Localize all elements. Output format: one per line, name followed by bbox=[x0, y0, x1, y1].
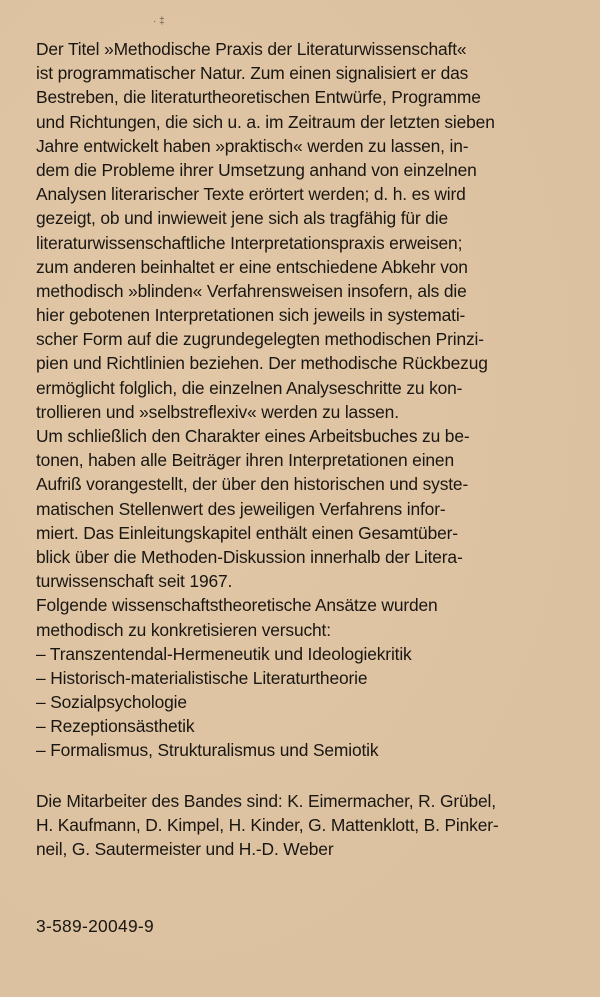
contributors-line: H. Kaufmann, D. Kimpel, H. Kinder, G. Mattenklott, B. Pinker- bbox=[36, 815, 499, 836]
blurb-line: Aufriß vorangestellt, der über den historischen und syste- bbox=[36, 474, 469, 495]
blurb-text bbox=[36, 37, 581, 763]
blurb-line: methodisch »blinden« Verfahrensweisen insofern, als die bbox=[36, 280, 467, 301]
contributors-line: neil, G. Sautermeister und H.-D. Weber bbox=[36, 839, 334, 860]
blurb-line: trollieren und »selbstreflexiv« werden zu lassen. bbox=[36, 401, 399, 422]
blurb-line: dem die Probleme ihrer Umsetzung anhand von einzelnen bbox=[36, 159, 477, 180]
blurb-line: ermöglicht folglich, die einzelnen Analyseschritte zu kon- bbox=[36, 377, 463, 398]
blurb-line: Der Titel »Methodische Praxis der Literaturwissenschaft« bbox=[36, 39, 467, 59]
blurb-line: scher Form auf die zugrundegelegten methodischen Prinzi- bbox=[36, 329, 484, 350]
blurb-line: Um schließlich den Charakter eines Arbeitsbuches zu be- bbox=[36, 426, 470, 446]
approach-list-item: – Sozialpsychologie bbox=[36, 692, 187, 713]
blurb-line: Analysen literarischer Texte erörtert werden; d. h. es wird bbox=[36, 184, 466, 205]
blurb-line: miert. Das Einleitungskapitel enthält einen Gesamtüber- bbox=[36, 522, 458, 543]
blurb-line: hier gebotenen Interpretationen sich jeweils in systemati- bbox=[36, 305, 466, 326]
blurb-line: matischen Stellenwert des jeweiligen Verfahrens infor- bbox=[36, 498, 446, 519]
blurb-line: blick über die Methoden-Diskussion innerhalb der Litera- bbox=[36, 546, 463, 567]
blurb-line: tonen, haben alle Beiträger ihren Interpretationen einen bbox=[36, 450, 454, 471]
contributors-text bbox=[36, 789, 581, 862]
blurb-line: methodisch zu konkretisieren versucht: bbox=[36, 619, 331, 640]
approach-list-item: – Formalismus, Strukturalismus und Semiotik bbox=[36, 740, 379, 761]
blurb-line: Jahre entwickelt haben »praktisch« werden zu lassen, in- bbox=[36, 135, 469, 156]
approach-list-item: – Rezeptionsästhetik bbox=[36, 716, 195, 737]
contributors-line: Die Mitarbeiter des Bandes sind: K. Eimermacher, R. Grübel, bbox=[36, 791, 496, 811]
approach-list-item: – Transzentendal-Hermeneutik und Ideologiekritik bbox=[36, 643, 412, 664]
blurb-line: gezeigt, ob und inwieweit jene sich als tragfähig für die bbox=[36, 208, 448, 229]
approach-list-item: – Historisch-materialistische Literaturtheorie bbox=[36, 667, 368, 688]
blurb-line: und Richtungen, die sich u. a. im Zeitraum der letzten sieben bbox=[36, 111, 495, 132]
blurb-line: literaturwissenschaftliche Interpretationspraxis erweisen; bbox=[36, 232, 463, 253]
blurb-line: pien und Richtlinien beziehen. Der methodische Rückbezug bbox=[36, 353, 488, 374]
blurb-line: turwissenschaft seit 1967. bbox=[36, 571, 233, 592]
isbn: 3-589-20049-9 bbox=[36, 916, 154, 936]
blurb-line: ist programmatischer Natur. Zum einen signalisiert er das bbox=[36, 63, 469, 84]
print-mark: · ‡ bbox=[153, 16, 165, 27]
blurb-line: zum anderen beinhaltet er eine entschiedene Abkehr von bbox=[36, 256, 468, 277]
blurb-line: Folgende wissenschaftstheoretische Ansätze wurden bbox=[36, 595, 438, 616]
blurb-line: Bestreben, die literaturtheoretischen Entwürfe, Programme bbox=[36, 87, 481, 108]
